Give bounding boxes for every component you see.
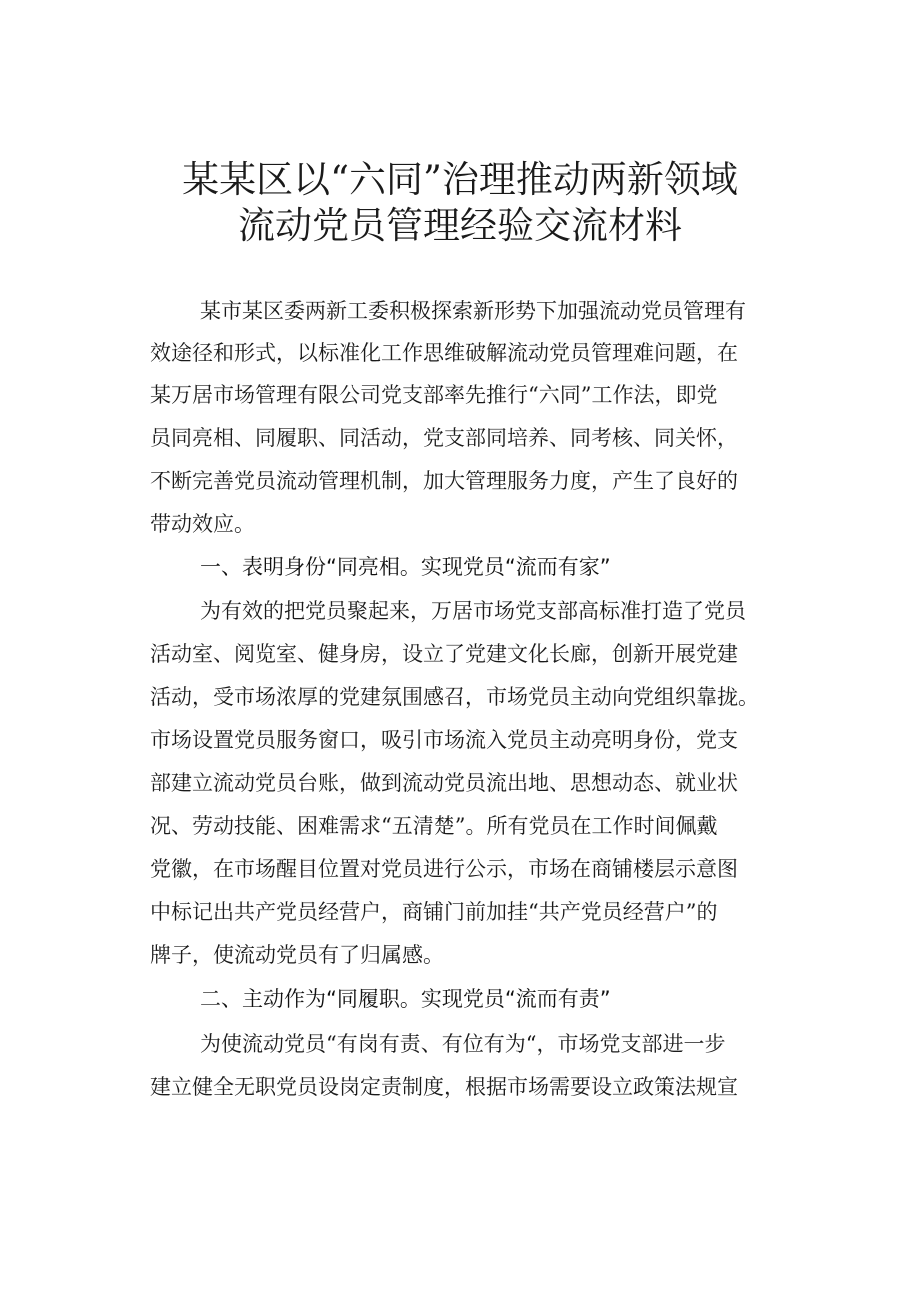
intro-line-5: 不断完善党员流动管理机制，加大管理服务力度，产生了良好的	[150, 469, 738, 493]
section1-line-4: 市场设置党员服务窗口，吸引市场流入党员主动亮明身份，党支	[150, 728, 738, 752]
section1-line-9: 牌子，使流动党员有了归属感。	[150, 943, 444, 967]
section2-line-1: 为使流动党员“有岗有责、有位有为“，市场党支部进一步	[200, 1032, 726, 1056]
section-heading-1: 一、表明身份“同亮相。实现党员“流而有家”	[200, 555, 611, 579]
section-heading-2: 二、主动作为“同履职。实现党员“流而有责”	[200, 987, 611, 1011]
section1-line-1: 为有效的把党员聚起来，万居市场党支部高标准打造了党员	[200, 599, 746, 623]
section1-line-2: 活动室、阅览室、健身房，设立了党建文化长廊，创新开展党建	[150, 642, 738, 666]
section1-line-6: 况、劳动技能、困难需求“五清楚”。所有党员在工作时间佩戴	[150, 814, 718, 838]
intro-line-6: 带动效应。	[150, 512, 255, 536]
section1-line-3: 活动，受市场浓厚的党建氛围感召，市场党员主动向党组织靠拢。	[150, 685, 759, 709]
section1-line-5: 部建立流动党员台账，做到流动党员流出地、思想动态、就业状	[150, 771, 738, 795]
section1-line-7: 党徽，在市场醒目位置对党员进行公示，市场在商铺楼层示意图	[150, 857, 738, 881]
section2-line-2: 建立健全无职党员设岗定责制度，根据市场需要设立政策法规宣	[150, 1075, 738, 1099]
intro-line-4: 员同亮相、同履职、同活动，党支部同培养、同考核、同关怀，	[150, 426, 738, 450]
document-title-line-1: 某某区以“六同”治理推动两新领域	[182, 158, 738, 201]
document-title-line-2: 流动党员管理经验交流材料	[238, 204, 682, 247]
intro-line-2: 效途径和形式，以标准化工作思维破解流动党员管理难问题，在	[150, 341, 738, 365]
intro-line-1: 某市某区委两新工委积极探索新形势下加强流动党员管理有	[200, 299, 746, 323]
intro-line-3: 某万居市场管理有限公司党支部率先推行“六同”工作法，即党	[150, 383, 718, 407]
section1-line-8: 中标记出共产党员经营户，商铺门前加挂“共产党员经营户”的	[150, 900, 718, 924]
